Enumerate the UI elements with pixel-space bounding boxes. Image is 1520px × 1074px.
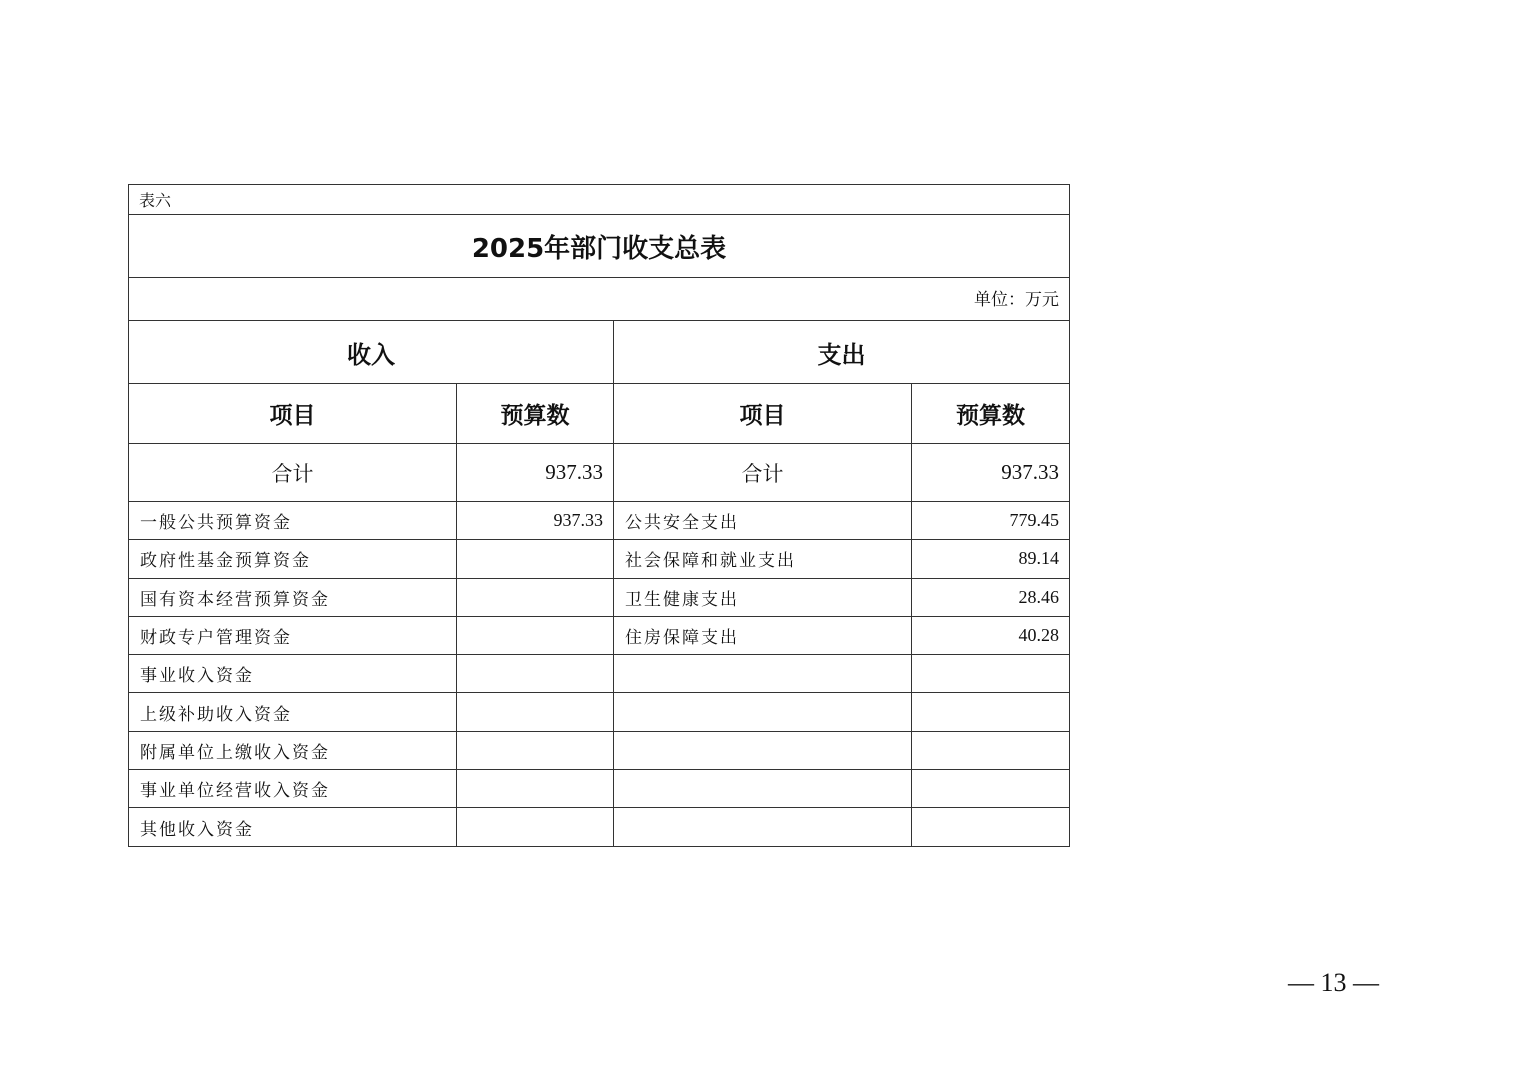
expense-value xyxy=(912,731,1070,769)
expense-section-header: 支出 xyxy=(614,321,1070,384)
income-item: 附属单位上缴收入资金 xyxy=(129,731,457,769)
income-value xyxy=(457,770,614,808)
expense-item: 公共安全支出 xyxy=(614,502,912,540)
expense-item xyxy=(614,731,912,769)
income-section-header: 收入 xyxy=(129,321,614,384)
expense-value: 779.45 xyxy=(912,502,1070,540)
income-total-label: 合计 xyxy=(129,444,457,502)
expense-item xyxy=(614,770,912,808)
page-number: — 13 — xyxy=(1288,968,1379,997)
expense-value: 40.28 xyxy=(912,616,1070,654)
section-header-row xyxy=(129,321,1070,384)
table-row xyxy=(129,540,1070,578)
income-item: 上级补助收入资金 xyxy=(129,693,457,731)
income-item: 其他收入资金 xyxy=(129,808,457,846)
income-item: 国有资本经营预算资金 xyxy=(129,578,457,616)
expense-item xyxy=(614,655,912,693)
table-tag-row xyxy=(129,185,1070,215)
income-total-value: 937.33 xyxy=(457,444,614,502)
income-value xyxy=(457,655,614,693)
table-row xyxy=(129,502,1070,540)
table-title: 2025年部门收支总表 xyxy=(129,215,1070,278)
expense-item: 卫生健康支出 xyxy=(614,578,912,616)
table-row xyxy=(129,616,1070,654)
table-row xyxy=(129,731,1070,769)
income-value xyxy=(457,731,614,769)
expense-value: 28.46 xyxy=(912,578,1070,616)
column-header-row xyxy=(129,384,1070,444)
table-row xyxy=(129,655,1070,693)
income-item: 事业单位经营收入资金 xyxy=(129,770,457,808)
income-value xyxy=(457,693,614,731)
income-item: 事业收入资金 xyxy=(129,655,457,693)
table-tag: 表六 xyxy=(129,185,1070,215)
table-row xyxy=(129,770,1070,808)
income-value xyxy=(457,578,614,616)
expense-item xyxy=(614,693,912,731)
expense-total-label: 合计 xyxy=(614,444,912,502)
expense-total-value: 937.33 xyxy=(912,444,1070,502)
income-value: 937.33 xyxy=(457,502,614,540)
budget-table-container xyxy=(128,184,1069,847)
title-row xyxy=(129,215,1070,278)
expense-value: 89.14 xyxy=(912,540,1070,578)
expense-value xyxy=(912,770,1070,808)
income-value xyxy=(457,616,614,654)
table-row xyxy=(129,578,1070,616)
revenue-expenditure-table xyxy=(128,184,1070,847)
unit-label: 单位：万元 xyxy=(129,278,1070,321)
expense-item xyxy=(614,808,912,846)
income-budget-header: 预算数 xyxy=(457,384,614,444)
expense-item-header: 项目 xyxy=(614,384,912,444)
income-item: 财政专户管理资金 xyxy=(129,616,457,654)
income-value xyxy=(457,808,614,846)
table-row xyxy=(129,808,1070,846)
income-item: 政府性基金预算资金 xyxy=(129,540,457,578)
expense-item: 住房保障支出 xyxy=(614,616,912,654)
expense-item: 社会保障和就业支出 xyxy=(614,540,912,578)
expense-value xyxy=(912,808,1070,846)
table-row xyxy=(129,693,1070,731)
income-value xyxy=(457,540,614,578)
expense-budget-header: 预算数 xyxy=(912,384,1070,444)
income-item: 一般公共预算资金 xyxy=(129,502,457,540)
unit-row xyxy=(129,278,1070,321)
expense-value xyxy=(912,655,1070,693)
expense-value xyxy=(912,693,1070,731)
total-row xyxy=(129,444,1070,502)
income-item-header: 项目 xyxy=(129,384,457,444)
